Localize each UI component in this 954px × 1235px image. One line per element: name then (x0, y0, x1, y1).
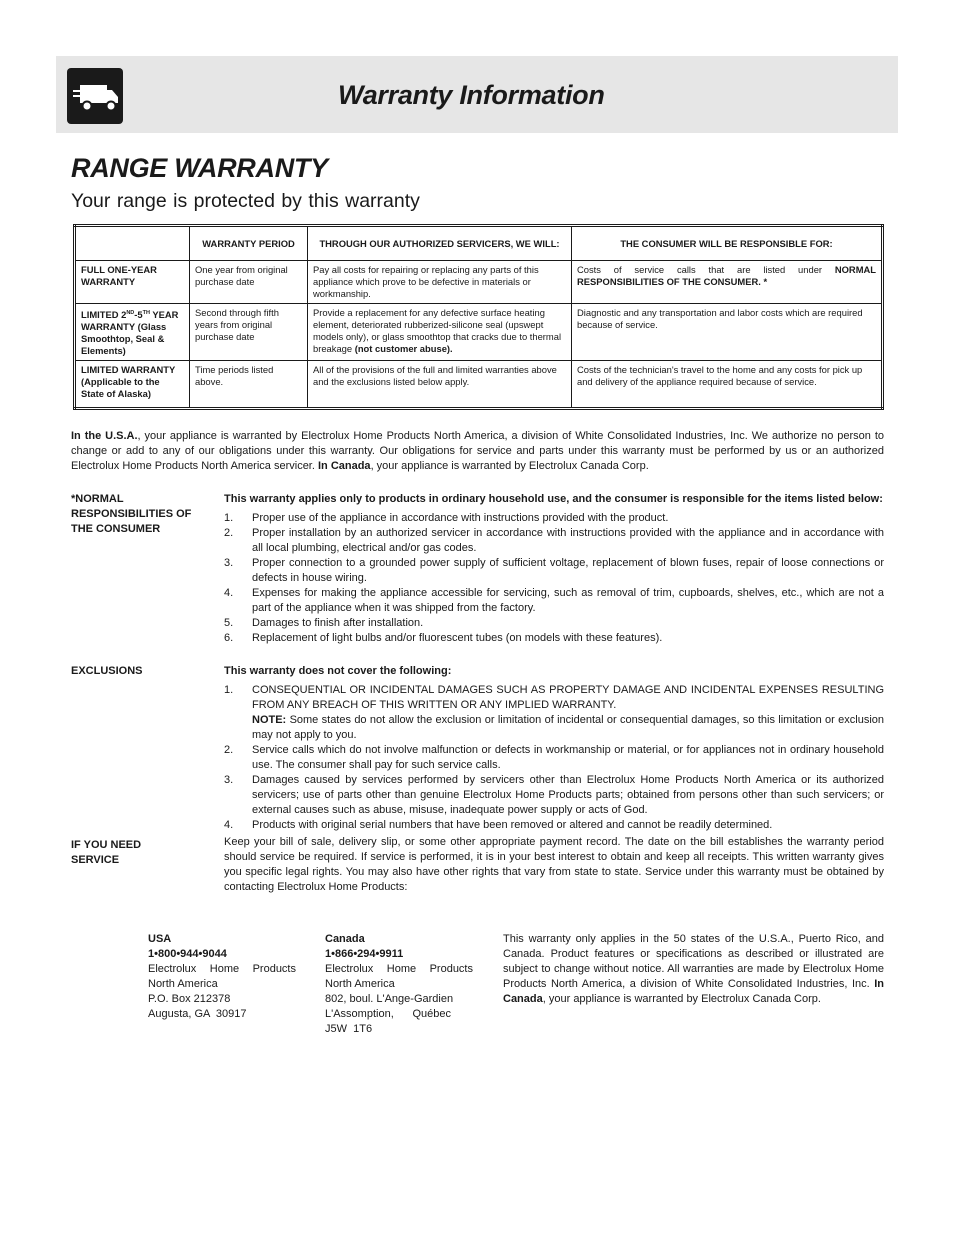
note-text: Some states do not allow the exclusion or limitation of incidental or consequential damages, so this limitation or exclusion may not apply to you. (252, 714, 884, 741)
intro-text-2: , your appliance is warranted by Electrolux Canada Corp. (370, 460, 649, 472)
period-cell: One year from original purchase date (190, 261, 308, 304)
footer-note-text-2: , your appliance is warranted by Electrolux Canada Corp. (542, 993, 821, 1005)
will-do-bold-text: (not customer abuse). (354, 343, 453, 354)
exclusions-list (224, 683, 884, 833)
item-text: Proper installation by an authorized servicer in accordance with instructions provided with the appliance and in accordance with all local plumbing, electrical and/or gas codes. (252, 527, 884, 554)
will-do-cell: All of the provisions of the full and limited warranties above and the exclusions listed below apply. (308, 361, 572, 409)
period-cell: Second through fifth years from original purchase date (190, 304, 308, 361)
table-row (75, 361, 883, 409)
plan-sup-nd: ND (126, 310, 135, 316)
canada-line-2: North America (325, 978, 395, 990)
item-text: Damages to finish after installation. (252, 617, 424, 629)
consumer-bold-text: NORMAL RESPONSIBILITIES OF THE CONSUMER. * (577, 264, 876, 287)
list-item (224, 586, 884, 616)
item-text: Proper connection to a grounded power supply of sufficient voltage, replacement of blown fuses, repair of loose connections or defects in house wiring. (252, 557, 884, 584)
table-header-period-text: WARRANTY PERIOD (202, 237, 295, 249)
exclusions-section (224, 664, 884, 833)
list-item (224, 773, 884, 818)
canada-line-4b: Québec (412, 1008, 451, 1020)
exclusions-label: EXCLUSIONS (71, 665, 143, 677)
table-header-consumer: THE CONSUMER WILL BE RESPONSIBLE FOR: (572, 226, 883, 261)
usa-line-1a: Electrolux (148, 963, 197, 975)
item-text: Damages caused by services performed by servicers other than Electrolux Home Products North America or its authorized servicers; use of parts other than genuine Electrolux Home Products parts; obtained from persons other than such servicers; or external causes such as abuse, misuse, inadequate power supply or acts of God. (252, 774, 884, 816)
canada-line-1 (325, 962, 473, 977)
intro-canada-bold: In Canada (317, 460, 371, 472)
table-header-period (190, 226, 308, 261)
usa-line-4: Augusta, GA 30917 (148, 1008, 247, 1020)
list-item (224, 818, 884, 833)
item-text: CONSEQUENTIAL OR INCIDENTAL DAMAGES SUCH AS PROPERTY DAMAGE AND INCIDENTAL EXPENSES RESULTING FROM ANY BREACH OF THIS WRITTEN OR ANY IMPLIED WARRANTY. (252, 684, 884, 711)
note-label: NOTE: (252, 714, 287, 726)
list-item (224, 556, 884, 586)
service-label: IF YOU NEED SERVICE (71, 839, 142, 866)
intro-usa-bold: In the U.S.A. (71, 430, 138, 442)
list-item (224, 616, 884, 631)
canada-line-4a: L'Assomption, (325, 1008, 394, 1020)
canada-country: Canada (325, 933, 365, 945)
consumer-cell: Diagnostic and any transportation and labor costs which are required because of service. (572, 304, 883, 361)
usa-country: USA (148, 933, 172, 945)
canada-line-5: J5W 1T6 (325, 1023, 373, 1035)
list-item (224, 526, 884, 556)
will-do-cell: Pay all costs for repairing or replacing any parts of this appliance which prove to be defective in materials or workmanship. (308, 261, 572, 304)
normal-responsibilities-label: *NORMAL RESPONSIBILITIES OF THE CONSUMER (71, 493, 192, 535)
item-number: 6. (224, 632, 234, 644)
intro-paragraph (71, 429, 884, 474)
table-row (75, 304, 883, 361)
plan-prefix: LIMITED 2 (81, 309, 127, 321)
canada-line-1c: Products (429, 963, 473, 975)
consumer-text: Costs of service calls that are listed under (577, 264, 835, 275)
canada-phone: 1•866•294•9911 (325, 948, 404, 960)
canada-line-1a: Electrolux (325, 963, 374, 975)
item-text: Service calls which do not involve malfunction or defects in workmanship or material, or for appliances not in ordinary household use. The consumer shall pay for such service calls. (252, 744, 884, 771)
period-cell: Time periods listed above. (190, 361, 308, 409)
truck-icon (67, 68, 123, 124)
plan-mid: -5 (134, 309, 143, 321)
canada-line-1b: Home (386, 963, 417, 975)
plan-rest: YEAR WARRANTY (Glass Smoothtop, Seal & Elements) (81, 309, 179, 357)
canada-address (325, 932, 473, 1037)
plan-sup-th: TH (142, 310, 150, 316)
canada-line-4 (325, 1007, 451, 1022)
plan-cell: LIMITED WARRANTY (Applicable to the State of Alaska) (75, 361, 190, 409)
item-number: 3. (224, 557, 234, 569)
plan-cell (75, 304, 190, 361)
usa-line-1 (148, 962, 296, 977)
list-item (224, 511, 884, 526)
list-item (224, 683, 884, 743)
item-number: 1. (224, 684, 234, 696)
usa-line-1c: Products (252, 963, 296, 975)
section-header (56, 56, 898, 133)
will-do-cell (308, 304, 572, 361)
table-header-will-do: THROUGH OUR AUTHORIZED SERVICERS, WE WILL: (308, 226, 572, 261)
item-number: 3. (224, 774, 234, 786)
normal-list (224, 511, 884, 646)
item-text: Products with original serial numbers that have been removed or altered and cannot be readily determined. (252, 819, 773, 831)
intro-text-1: , your appliance is warranted by Electrolux Home Products North America, a division of White Consolidated Industries, Inc. We authorize no person to change or add to any of our obligations under this warranty. Our obligations for service and parts under this warranty must be performed by us or an authorized Electrolux Home Products North America servicer. (71, 430, 885, 472)
normal-heading: This warranty applies only to products in ordinary household use, and the consumer is responsible for the items listed below: (224, 493, 883, 505)
page-title: RANGE WARRANTY (71, 153, 328, 183)
item-number: 4. (224, 587, 234, 599)
footer-note (503, 932, 884, 1007)
item-number: 2. (224, 527, 234, 539)
item-number: 5. (224, 617, 234, 629)
page-subtitle: Your range is protected by this warranty (71, 190, 420, 212)
consumer-cell: Costs of the technician's travel to the home and any costs for pick up and delivery of the appliance required because of service. (572, 361, 883, 409)
item-text: Replacement of light bulbs and/or fluorescent tubes (on models with these features). (252, 632, 663, 644)
exclusions-heading: This warranty does not cover the following: (224, 665, 452, 677)
item-text: Proper use of the appliance in accordance with instructions provided with the product. (252, 512, 669, 524)
usa-phone: 1•800•944•9044 (148, 948, 227, 960)
usa-address (148, 932, 296, 1022)
service-text: Keep your bill of sale, delivery slip, or some other appropriate payment record. The date on the bill establishes the warranty period should service be required. If service is performed, it is in your best interest to obtain and keep all receipts. This written warranty gives you specific legal rights. You may also have other rights that vary from state to state. Service under this warranty must be obtained by contacting Electrolux Home Products: (224, 836, 884, 893)
item-number: 2. (224, 744, 234, 756)
item-number: 4. (224, 819, 234, 831)
list-item (224, 743, 884, 773)
plan-cell: FULL ONE-YEAR WARRANTY (75, 261, 190, 304)
canada-line-3: 802, boul. L'Ange-Gardien (325, 993, 454, 1005)
item-text: Expenses for making the appliance accessible for servicing, such as removal of trim, cupboards, shelves, etc., which are not a part of the appliance when it was shipped from the factory. (252, 587, 884, 614)
footer-note-canada-bold: In Canada (503, 978, 884, 1005)
usa-line-1b: Home (209, 963, 240, 975)
table-row (75, 261, 883, 304)
item-number: 1. (224, 512, 234, 524)
normal-responsibilities-section (224, 492, 884, 646)
table-header-row (75, 226, 883, 261)
list-item (224, 631, 884, 646)
footer-note-text-1: This warranty only applies in the 50 states of the U.S.A., Puerto Rico, and Canada. Product features or specifications as described or illustrated are subject to change without notice. All warranties are made by Electrolux Home Products North America, a division of White Consolidated Industries, Inc. (503, 933, 884, 990)
usa-line-3: P.O. Box 212378 (148, 993, 231, 1005)
warranty-table (73, 224, 884, 410)
table-header-plan (75, 226, 190, 261)
usa-line-2: North America (148, 978, 218, 990)
will-do-text: Provide a replacement for any defective surface heating element, deteriorated rubberized-silicone seal (upswept models only), or glass smoothtop that cracks due to thermal breakage (313, 307, 562, 354)
header-title: Warranty Information (338, 80, 605, 110)
consumer-cell (572, 261, 883, 304)
